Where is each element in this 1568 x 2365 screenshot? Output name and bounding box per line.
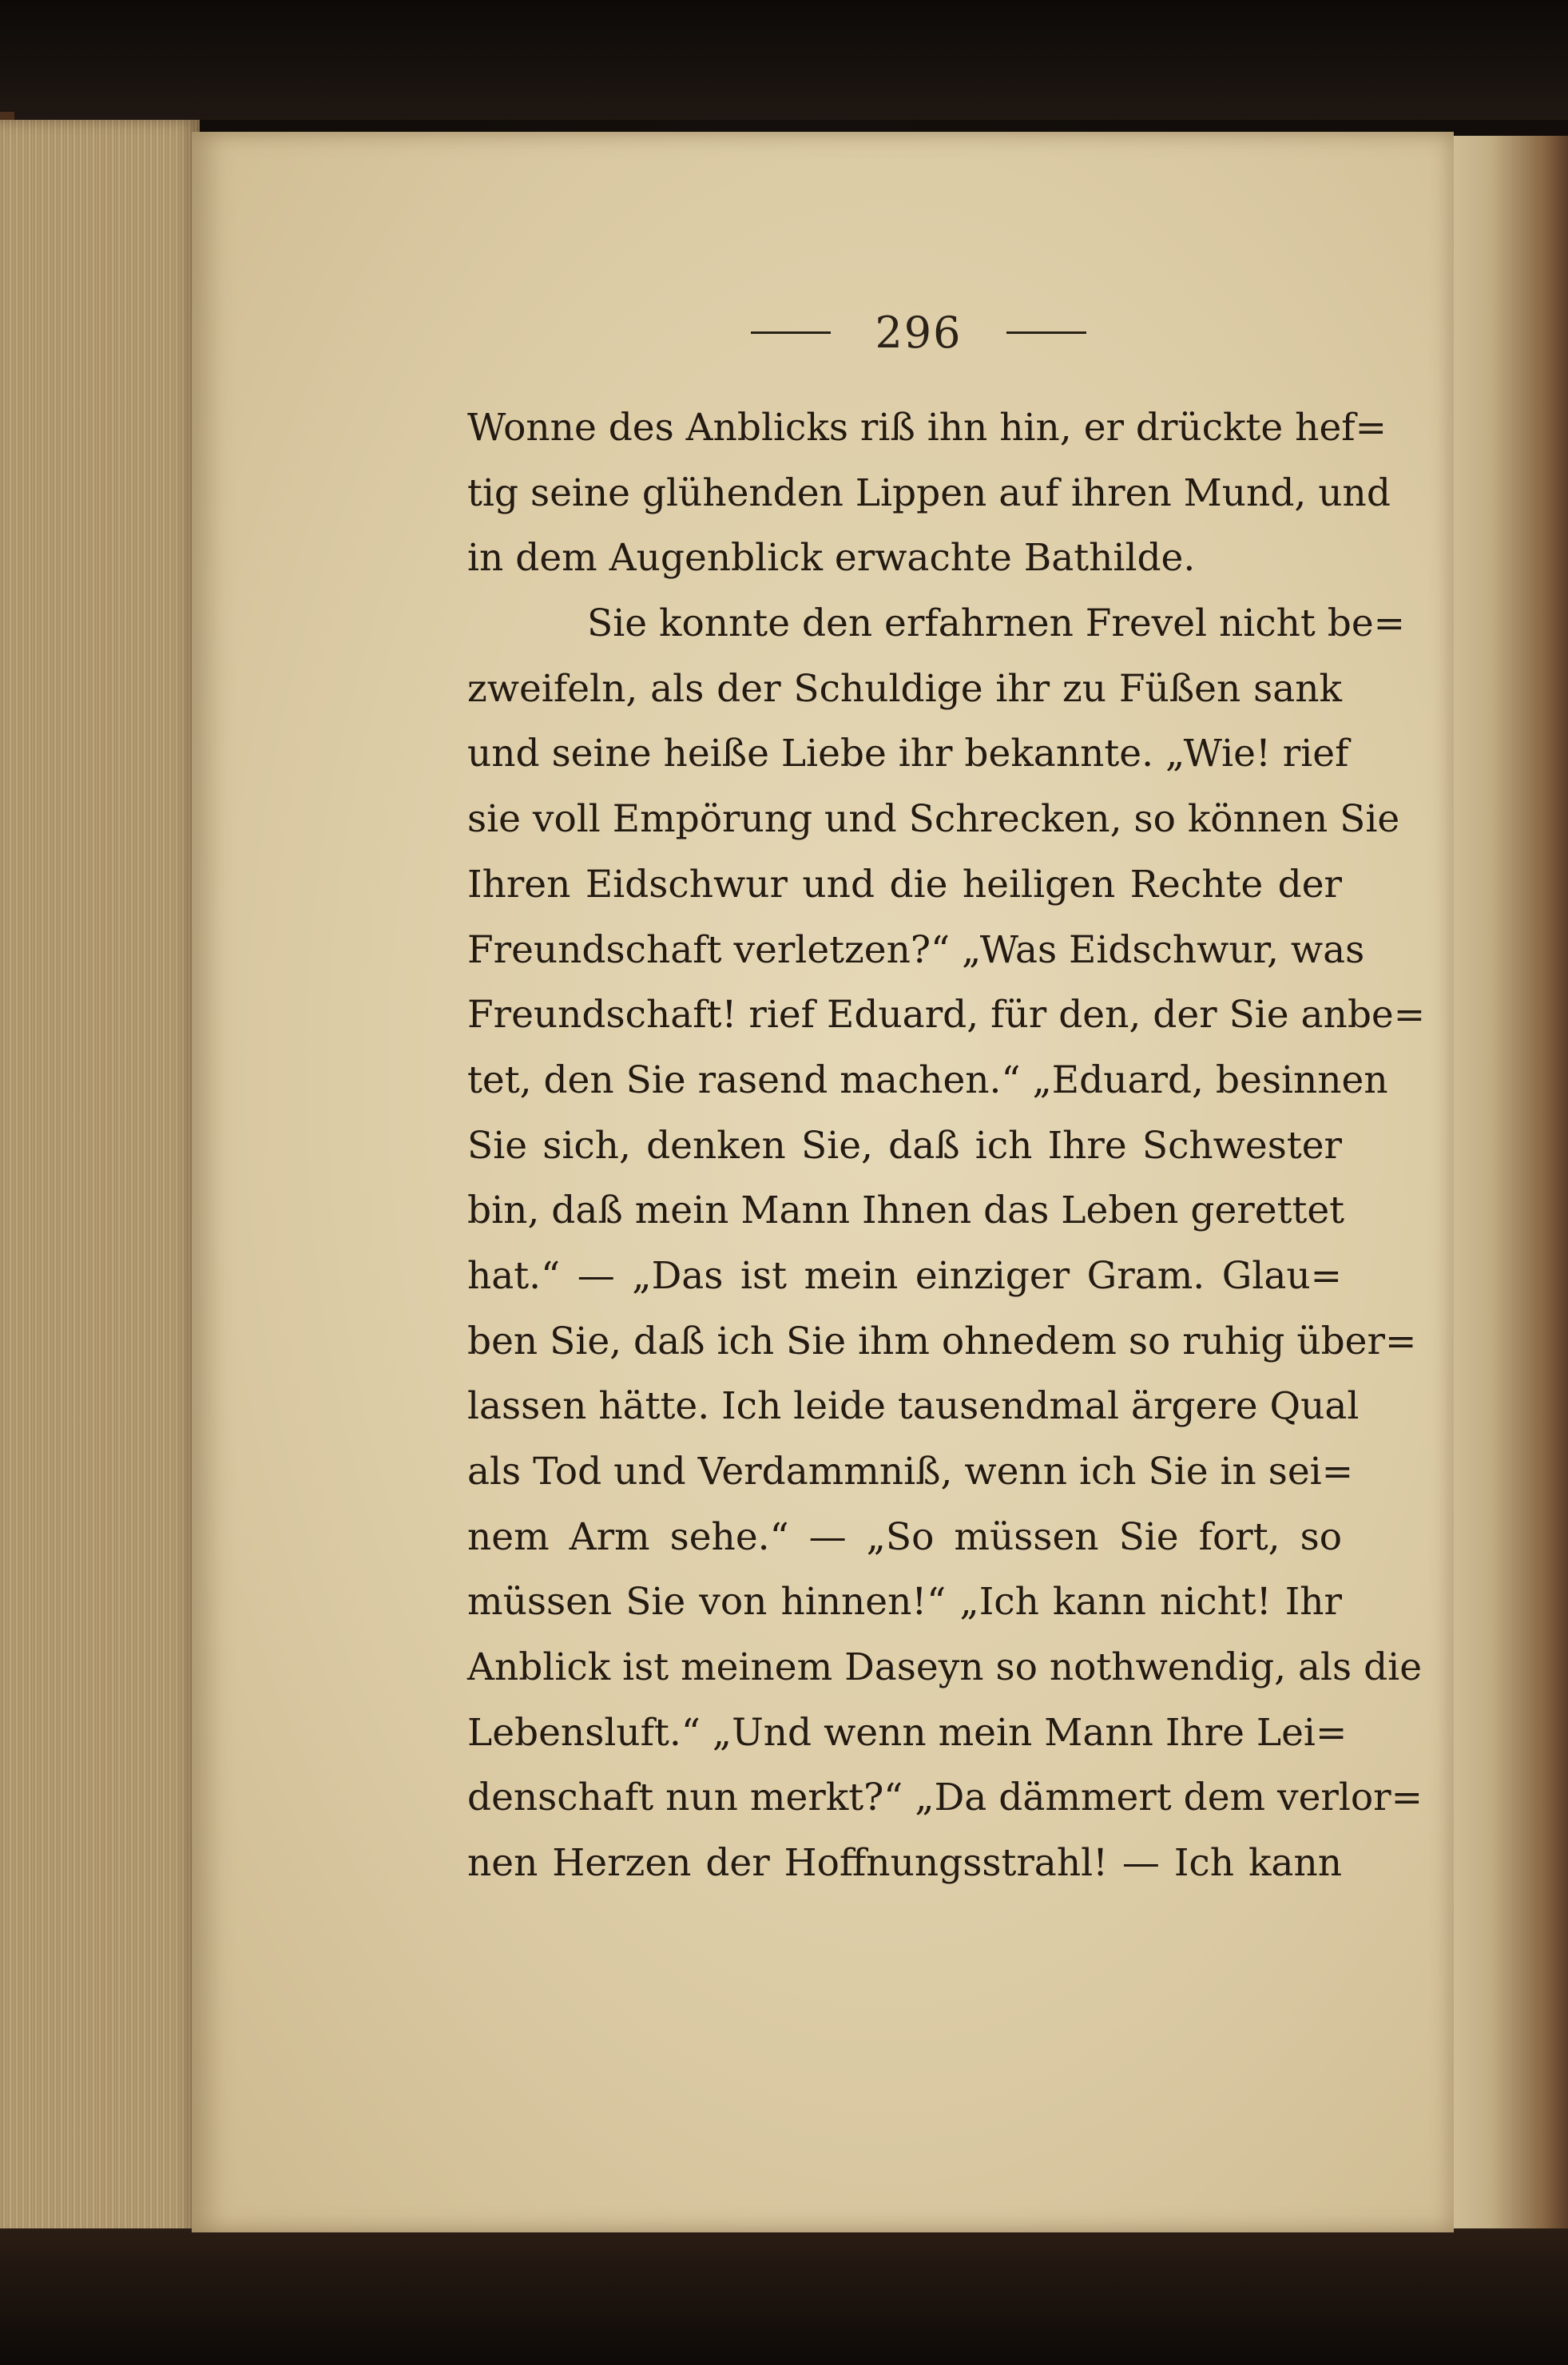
page-header — [751, 308, 1086, 358]
text-line: lassen hätte. Ich leide tausendmal ärgere Qual — [467, 1384, 1360, 1429]
text-line: Sie konnte den erfahrnen Frevel nicht be= — [587, 601, 1406, 646]
text-line: Sie sich, denken Sie, daß ich Ihre Schwester — [467, 1123, 1342, 1168]
text-line: tig seine glühenden Lippen auf ihren Mund, und — [467, 470, 1391, 515]
text-line: tet, den Sie rasend machen.“ „Eduard, besinnen — [467, 1058, 1388, 1102]
text-line: ben Sie, daß ich Sie ihm ohnedem so ruhig über= — [467, 1319, 1417, 1363]
page-stack-left — [0, 120, 200, 2244]
page-number: 296 — [875, 308, 963, 358]
text-line: Ihren Eidschwur und die heiligen Rechte der — [467, 862, 1342, 907]
text-line: denschaft nun merkt?“ „Da dämmert dem verlor= — [467, 1776, 1423, 1820]
book-cover-top — [0, 0, 1568, 120]
text-line: Anblick ist meinem Daseyn so nothwendig, als die — [467, 1645, 1423, 1690]
body-text — [467, 395, 1426, 1896]
text-line: in dem Augenblick erwachte Bathilde. — [467, 536, 1196, 581]
text-line: Lebensluft.“ „Und wenn mein Mann Ihre Lei= — [467, 1710, 1348, 1755]
text-line: als Tod und Verdammniß, wenn ich Sie in sei= — [467, 1450, 1354, 1494]
text-line: müssen Sie von hinnen!“ „Ich kann nicht! Ihr — [467, 1580, 1342, 1625]
text-line: Freundschaft verletzen?“ „Was Eidschwur, was — [467, 927, 1365, 972]
text-line: Freundschaft! rief Eduard, für den, der Sie anbe= — [467, 993, 1426, 1038]
text-line: zweifeln, als der Schuldige ihr zu Füßen sank — [467, 666, 1342, 711]
book-cover-bottom — [0, 2228, 1568, 2365]
header-dash-right — [1006, 331, 1086, 334]
text-line: Wonne des Anblicks riß ihn hin, er drückte hef= — [467, 406, 1387, 450]
text-line: hat.“ — „Das ist mein einziger Gram. Glau= — [467, 1253, 1342, 1298]
page-stack-right — [1438, 136, 1568, 2228]
text-line: nem Arm sehe.“ — „So müssen Sie fort, so — [467, 1514, 1342, 1559]
text-line: und seine heiße Liebe ihr bekannte. „Wie! rief — [467, 732, 1349, 776]
text-line: sie voll Empörung und Schrecken, so können Sie — [467, 797, 1400, 842]
text-line: nen Herzen der Hoffnungsstrahl! — Ich kann — [467, 1841, 1342, 1886]
text-line: bin, daß mein Mann Ihnen das Leben gerettet — [467, 1188, 1345, 1233]
header-dash-left — [751, 331, 831, 334]
